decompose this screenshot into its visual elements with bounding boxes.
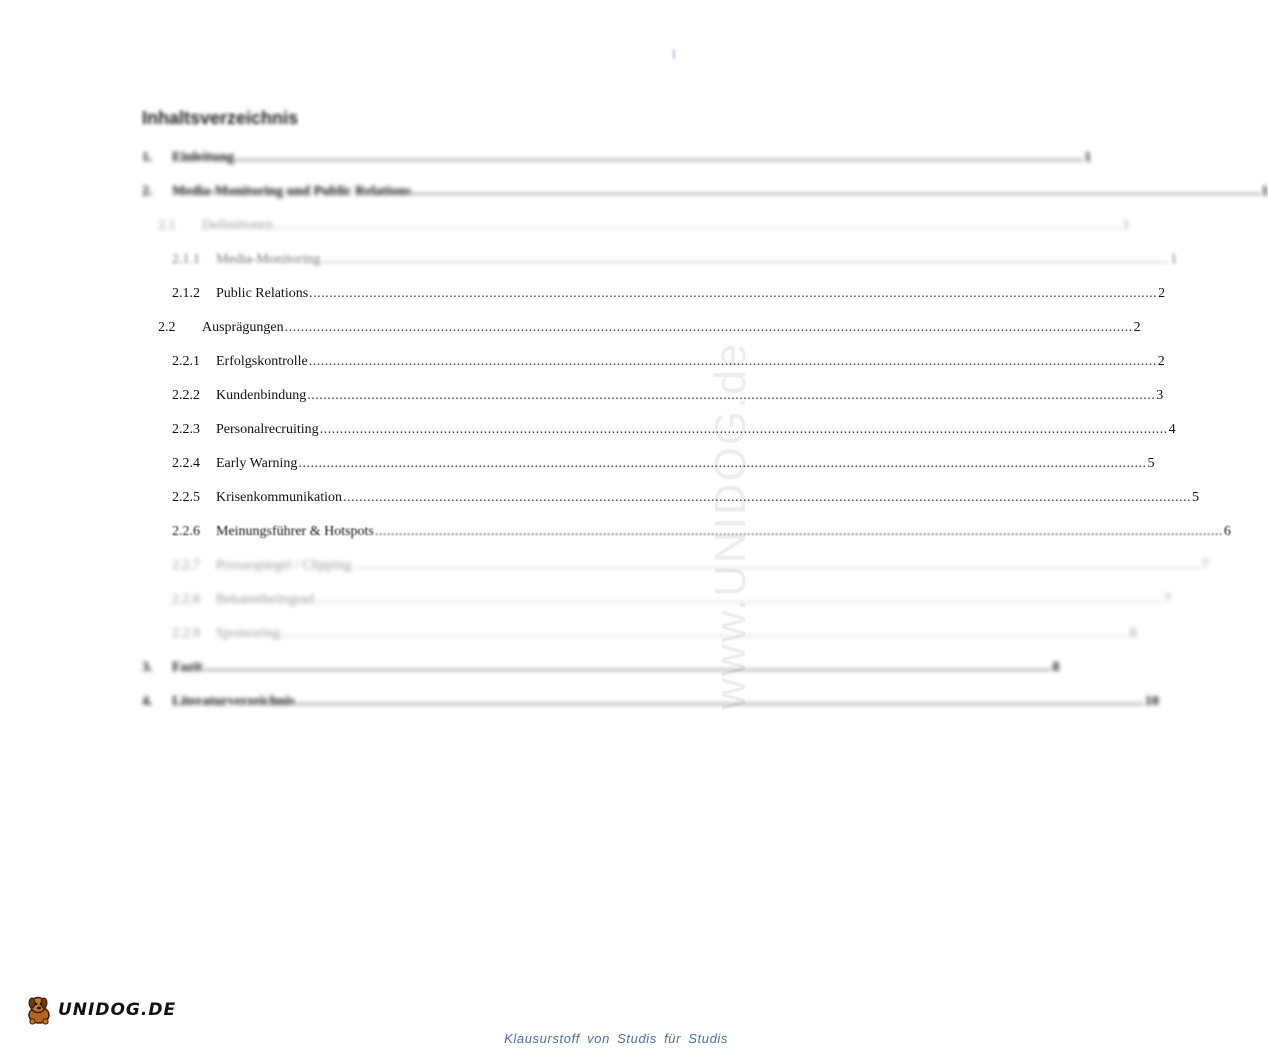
- toc-entry[interactable]: [142, 386, 1164, 406]
- toc-entry[interactable]: [142, 284, 1166, 304]
- toc-entry-page: 3: [1156, 388, 1164, 403]
- toc-entry-page: 1: [1170, 252, 1178, 267]
- toc-entry-title: Kundenbindung: [216, 388, 307, 403]
- toc-entry-number: 2.2.7: [172, 558, 200, 573]
- toc-entry-page: 6: [1223, 524, 1231, 539]
- toc-entry-number: 2.2.6: [172, 524, 200, 539]
- toc-entry-title: Personalrecruiting: [216, 422, 319, 437]
- dot-leader: [375, 522, 1223, 542]
- unidog-logo[interactable]: [22, 990, 176, 1030]
- dot-leader: [235, 148, 1083, 168]
- toc-entry-title: Meinungsführer & Hotspots: [216, 524, 374, 539]
- footer-tagline: Klausurstoff von Studis für Studis: [504, 1031, 728, 1046]
- toc-entry-number: 2.2.5: [172, 490, 200, 505]
- dot-leader: [285, 318, 1133, 338]
- dot-leader: [298, 454, 1146, 474]
- toc-entry-title: Media-Monitoring und Public Relations: [172, 184, 412, 199]
- dot-leader: [321, 250, 1169, 270]
- toc-entry[interactable]: [142, 488, 1199, 508]
- toc-entry-page: 10: [1144, 694, 1159, 709]
- dot-leader: [315, 590, 1163, 610]
- toc-entry[interactable]: [142, 352, 1165, 372]
- toc-entry[interactable]: [142, 182, 1268, 202]
- toc-entry[interactable]: [142, 692, 1159, 712]
- toc-entry-page: 4: [1168, 422, 1176, 437]
- dot-leader: [281, 624, 1129, 644]
- toc-entry-number: 2.2.4: [172, 456, 200, 471]
- toc-entry[interactable]: [142, 522, 1231, 542]
- toc-entry-title: Fazit: [172, 660, 203, 675]
- dog-mascot-icon: [22, 993, 56, 1027]
- toc-entry-number: 4.: [142, 694, 153, 709]
- toc-entry-title: Definitionen: [202, 218, 273, 233]
- toc-entry-page: 2: [1158, 286, 1166, 301]
- toc-entry-title: Krisenkommunikation: [216, 490, 342, 505]
- toc-entry-page: 5: [1147, 456, 1155, 471]
- toc-entry[interactable]: [142, 556, 1209, 576]
- toc-entry-number: 2.2.3: [172, 422, 200, 437]
- toc-entry[interactable]: [142, 250, 1178, 270]
- watermark: www.UNIDOG.de: [706, 341, 755, 710]
- toc-entry-page: 1: [1122, 218, 1130, 233]
- page-number: I: [672, 46, 676, 62]
- toc-entry-title: Literaturverzeichnis: [172, 694, 295, 709]
- toc-heading: Inhaltsverzeichnis: [142, 108, 299, 128]
- toc-entry-page: 7: [1163, 592, 1171, 607]
- toc-entry[interactable]: [142, 216, 1130, 236]
- logo-text: UNIDOG.DE: [58, 1000, 177, 1020]
- toc-entry[interactable]: [142, 148, 1092, 168]
- toc-entry-number: 2.2: [158, 320, 176, 335]
- dot-leader: [307, 386, 1155, 406]
- toc-entry-page: 1: [1084, 150, 1092, 165]
- toc-entry-title: Pressespiegel / Clipping: [216, 558, 352, 573]
- toc-entry[interactable]: [142, 454, 1155, 474]
- toc-entry-title: Bekanntheitsgrad: [216, 592, 314, 607]
- toc-entry-page: 2: [1157, 354, 1165, 369]
- toc-entry-page: 1: [1261, 184, 1268, 199]
- toc-entry-title: Ausprägungen: [202, 320, 284, 335]
- dot-leader: [352, 556, 1200, 576]
- dot-leader: [309, 352, 1157, 372]
- dot-leader: [309, 284, 1157, 304]
- toc-entry-number: 2.2.9: [172, 626, 200, 641]
- toc-entry-number: 2.1: [158, 218, 176, 233]
- toc-entry-title: Public Relations: [216, 286, 309, 301]
- toc-entry-title: Einleitung: [172, 150, 235, 165]
- toc-entry[interactable]: [142, 658, 1060, 678]
- dot-leader: [296, 692, 1144, 712]
- toc-entry-page: 7: [1201, 558, 1209, 573]
- toc-entry-title: Erfolgskontrolle: [216, 354, 308, 369]
- dot-leader: [343, 488, 1191, 508]
- dot-leader: [203, 658, 1051, 678]
- dot-leader: [320, 420, 1168, 440]
- toc-entry[interactable]: [142, 624, 1137, 644]
- toc-entry-number: 2.1.2: [172, 286, 200, 301]
- toc-entry[interactable]: [142, 420, 1176, 440]
- toc-entry-page: 8: [1129, 626, 1137, 641]
- toc-entry-number: 3.: [142, 660, 153, 675]
- dot-leader: [274, 216, 1122, 236]
- toc-entry-title: Sponsoring: [216, 626, 280, 641]
- toc-entry-title: Early Warning: [216, 456, 298, 471]
- toc-entry-number: 2.1.1: [172, 252, 200, 267]
- toc-entry-number: 2.2.8: [172, 592, 200, 607]
- toc-entry-title: Media-Monitoring: [216, 252, 321, 267]
- dot-leader: [412, 182, 1260, 202]
- toc-entry-page: 8: [1052, 660, 1060, 675]
- toc-entry-page: 2: [1133, 320, 1141, 335]
- toc-entry-number: 2.2.1: [172, 354, 200, 369]
- toc-entry-number: 2.: [142, 184, 153, 199]
- toc-entry[interactable]: [142, 590, 1171, 610]
- toc-entry[interactable]: [142, 318, 1141, 338]
- toc-entry-page: 5: [1192, 490, 1199, 505]
- toc-entry-number: 2.2.2: [172, 388, 200, 403]
- toc-entry-number: 1.: [142, 150, 153, 165]
